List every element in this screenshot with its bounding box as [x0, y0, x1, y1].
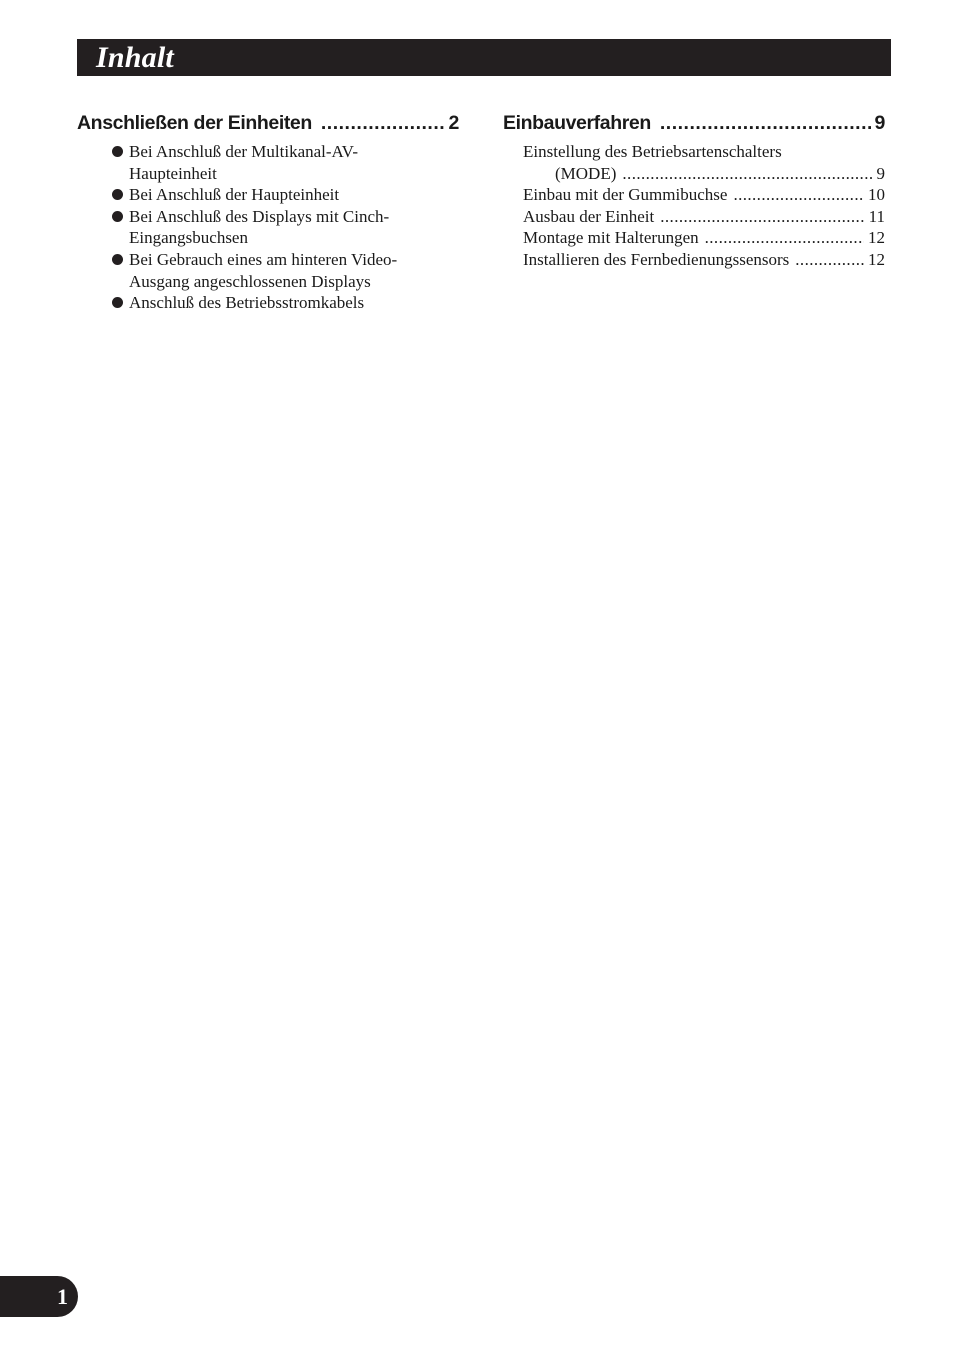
page-title: Inhalt	[96, 41, 174, 74]
toc-entry[interactable]	[523, 227, 885, 249]
list-item[interactable]	[112, 184, 459, 206]
title-bar	[77, 39, 891, 76]
bullet-list	[112, 141, 459, 314]
dot-leader	[705, 227, 864, 249]
item-text-line: Ausgang angeschlossenen Displays	[129, 271, 371, 291]
dot-leader	[660, 112, 871, 135]
toc-entry[interactable]	[523, 141, 885, 184]
section-title: Einbauverfahren	[503, 112, 651, 134]
toc-entry-page: 10	[868, 185, 885, 205]
toc-entry-label-continued: (MODE)	[555, 163, 617, 183]
dot-leader	[795, 249, 864, 271]
page-number-tab	[0, 1276, 78, 1317]
dot-leader	[733, 184, 864, 206]
section-page-number: 9	[874, 112, 885, 134]
item-text-line: Eingangsbuchsen	[129, 228, 248, 248]
bullet-icon	[112, 189, 123, 200]
toc-section-heading[interactable]	[77, 112, 459, 138]
toc-entry-label: Ausbau der Einheit	[523, 206, 655, 226]
list-item[interactable]	[112, 292, 459, 314]
list-item[interactable]	[112, 249, 459, 292]
dot-leader	[622, 163, 872, 185]
toc-column-right	[503, 112, 885, 271]
item-text-line: Haupteinheit	[129, 163, 217, 183]
toc-entry-label: Einbau mit der Gummibuchse	[523, 185, 728, 205]
toc-entry-page: 9	[876, 163, 885, 183]
list-item[interactable]	[112, 206, 459, 249]
section-title: Anschließen der Einheiten	[77, 112, 312, 134]
page-number: 1	[57, 1284, 68, 1309]
toc-entry-label: Montage mit Halterungen	[523, 228, 699, 248]
dot-leader	[660, 206, 864, 228]
item-text-line: Bei Gebrauch eines am hinteren Video-	[129, 249, 398, 269]
item-text-line: Bei Anschluß der Haupteinheit	[129, 185, 340, 205]
toc-entry[interactable]	[523, 249, 885, 271]
toc-entry-page: 11	[868, 206, 885, 226]
item-text-line: Bei Anschluß des Displays mit Cinch-	[129, 206, 390, 226]
dot-leader	[321, 112, 445, 135]
toc-entry[interactable]	[523, 206, 885, 228]
item-text-line: Bei Anschluß der Multikanal-AV-	[129, 142, 359, 161]
toc-section-heading[interactable]	[503, 112, 885, 138]
bullet-icon	[112, 254, 123, 265]
bullet-icon	[112, 211, 123, 222]
toc-entry-page: 12	[868, 249, 885, 269]
toc-entry-label: Installieren des Fernbedienungssensors	[523, 249, 790, 269]
toc-entry-label: Einstellung des Betriebsartenschalters	[523, 142, 782, 161]
toc-column-left	[77, 112, 459, 314]
toc-entry-page: 12	[868, 228, 885, 248]
item-text-line: Anschluß des Betriebsstromkabels	[129, 293, 365, 313]
section-page-number: 2	[448, 112, 459, 134]
bullet-icon	[112, 146, 123, 157]
toc-entry[interactable]	[523, 184, 885, 206]
toc-entry-list	[523, 141, 885, 271]
list-item[interactable]	[112, 141, 459, 184]
bullet-icon	[112, 297, 123, 308]
